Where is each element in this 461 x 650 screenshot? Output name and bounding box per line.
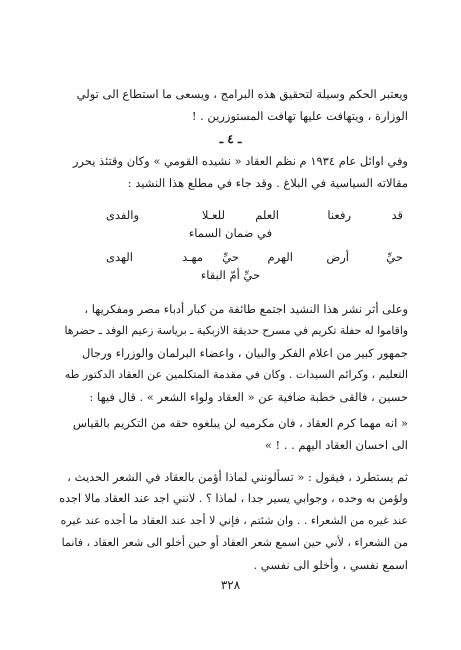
paragraph-5-line-3: عند غيره من الشعراء . . وان شئتم ، فإني لا أجد عند العقاد ما أجده عند غيره — [60, 514, 408, 527]
paragraph-3-line-4: التعليم ، وكرائم السيدات . وكان في مقدمة المتكلمين عن العقاد الدكتور طه — [64, 368, 408, 381]
poem-word: للعـلا — [201, 208, 225, 222]
poem-word: الهرم — [267, 250, 293, 264]
poem-word: رفعنا — [327, 208, 351, 222]
paragraph-1 — [58, 83, 408, 127]
poem-word: قد — [391, 208, 403, 222]
poem-line-1-tail: في ضمان السماء — [188, 226, 273, 240]
paragraph-2-line-1: وفي اوائل عام ١٩٣٤ م نظم العقاد « نشيده القومي » وكان وقتئذ يحرر — [72, 154, 408, 168]
paragraph-5-line-4: من الشعراء ، لأني حين اسمع شعر العقاد أو حين أخلو الى شعر العقاد ، فانما — [61, 536, 408, 549]
paragraph-2-line-2: مقالاته السياسية في البلاغ . وقد جاء في مطلع هذا النشيد : — [127, 176, 408, 190]
poem-word: العلم — [255, 208, 279, 222]
paragraph-3-line-2: واقاموا له حفلة تكريم في مسرح حديقة الازبكية ـ برياسة زعيم الوفد ـ حضرها — [64, 324, 408, 337]
paragraph-3-line-3: جمهور كبير من اعلام الفكر والبيان ، واعضاء البرلمان والوزراء ورجال — [82, 346, 408, 360]
paragraph-3-line-1: وعلى أثر نشر هذا النشيد اجتمع طائفة من كبار أدباء مصر ومفكريها ، — [84, 302, 408, 316]
poem-word: مهـد — [182, 250, 203, 264]
poem-word: أرض — [326, 250, 349, 264]
paragraph-5-line-2: ولؤمن به وحده ، وجوابي يسير جدا ، لماذا ؟ . لانني اجد عند العقاد مالا اجده — [59, 492, 408, 505]
poem-line-1 — [0, 208, 461, 228]
paragraph-5-line-5: اسمع نفسي ، وأخلو الى نفسي . — [253, 558, 408, 572]
paragraph-5 — [58, 466, 408, 576]
section-number: ـ ٤ ـ — [219, 132, 242, 146]
paragraph-3-line-5: حسين ، فالقى خطبة ضافية عن « العقاد ولواء الشعر » . قال فيها : — [89, 390, 408, 404]
paragraph-1-line-1: ويعتبر الحكم وسيلة لتحقيق هذه البرامج ، ويسعى ما استطاع الى تولي — [76, 87, 408, 101]
paragraph-4 — [58, 412, 408, 456]
page-number: ٣٢٨ — [220, 578, 241, 592]
poem-word: والفدى — [105, 208, 139, 222]
paragraph-4-line-1: « انه مهما كرم العقاد ، فان مكرميه لن يبلغوه حقه من التكريم بالقياس — [72, 416, 408, 430]
paragraph-2 — [58, 150, 408, 194]
paragraph-5-line-1: ثم يستطرد ، فيقول : « تسألونني لماذا أؤمن بالعقاد في الشعر الحديث ، — [67, 470, 408, 484]
poem-line-2-tail: حيِّ أمّ البقاء — [200, 268, 261, 282]
poem-word: حيِّ — [386, 250, 403, 264]
paragraph-1-line-2: الوزارة ، ويتهافت عليها تهافت المستوزرين . ! — [191, 109, 408, 123]
poem-word: الهدى — [105, 250, 133, 264]
paragraph-3 — [58, 298, 408, 408]
poem-line-2 — [0, 250, 461, 270]
poem-word: حيِّ — [222, 250, 239, 264]
paragraph-4-line-2: الى احسان العقاد اليهم . . ! » — [264, 438, 408, 452]
